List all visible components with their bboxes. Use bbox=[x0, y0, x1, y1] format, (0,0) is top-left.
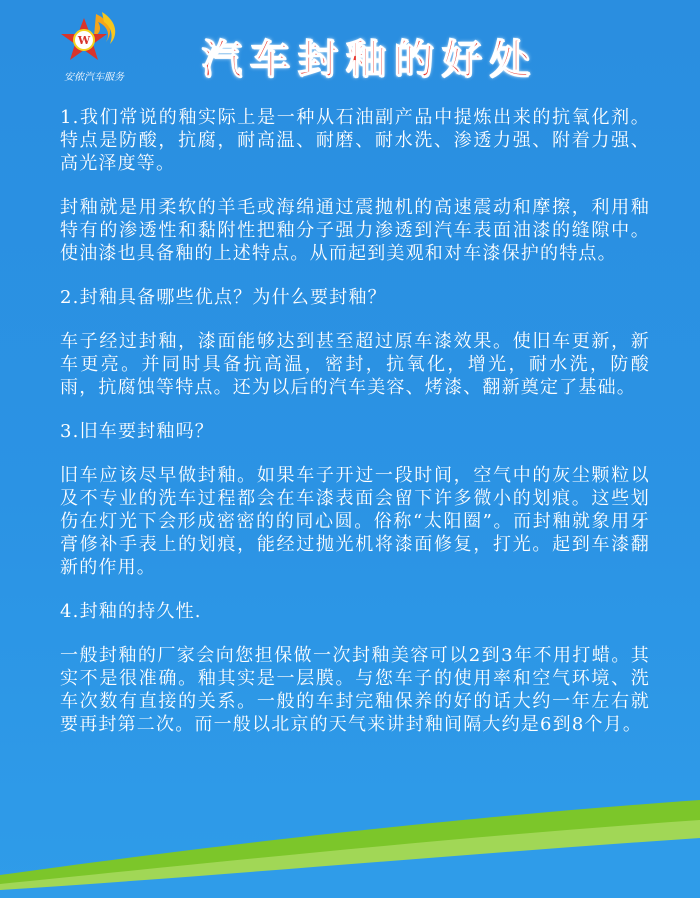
paragraph-durability: 一般封釉的厂家会向您担保做一次封釉美容可以2到3年不用打蜡。其实不是很准确。釉其实是一层膜。与您车子的使用率和空气环境、洗车次数有直接的关系。一般的车封完釉保养的好的话大约一年左右就要再封第二次。而一般以北京的天气来讲封釉间隔大约是6到8个月。 bbox=[60, 645, 650, 735]
article-body bbox=[60, 106, 650, 757]
section-heading-durability: 4.封釉的持久性. bbox=[60, 601, 202, 622]
paragraph-process: 封釉就是用柔软的羊毛或海绵通过震抛机的高速震动和摩擦，利用釉特有的渗透性和黏附性把釉分子强力渗透到汽车表面油漆的缝隙中。使油漆也具备釉的上述特点。从而起到美观和对车漆保护的特点。 bbox=[60, 197, 650, 264]
page-title: 汽车封釉的好处 bbox=[202, 36, 538, 83]
bottom-wave-decoration bbox=[0, 780, 700, 898]
paragraph-old-car: 旧车应该尽早做封釉。如果车子开过一段时间，空气中的灰尘颗粒以及不专业的洗车过程都会在车漆表面会留下许多微小的划痕。这些划伤在灯光下会形成密密的的同心圆。俗称“太阳圈”。而封釉就象用牙膏修补手表上的划痕，能经过抛光机将漆面修复，打光。起到车漆翻新的作用。 bbox=[60, 465, 650, 578]
paragraph-intro: 1.我们常说的釉实际上是一种从石油副产品中提炼出来的抗氧化剂。特点是防酸，抗腐，耐高温、耐磨、耐水洗、渗透力强、附着力强、高光泽度等。 bbox=[60, 107, 650, 174]
section-heading-advantages: 2.封釉具备哪些优点？为什么要封釉？ bbox=[60, 287, 387, 308]
star-flame-logo-icon bbox=[54, 10, 134, 70]
svg-text:W: W bbox=[77, 34, 91, 47]
logo-caption: 安侬汽车服务 bbox=[64, 72, 124, 83]
brand-logo bbox=[54, 10, 134, 82]
section-heading-old-car: 3.旧车要封釉吗？ bbox=[60, 421, 214, 442]
paragraph-advantages: 车子经过封釉，漆面能够达到甚至超过原车漆效果。使旧车更新，新车更亮。并同时具备抗高温，密封，抗氧化，增光，耐水洗，防酸雨，抗腐蚀等特点。还为以后的汽车美容、烤漆、翻新奠定了基础。 bbox=[60, 331, 650, 398]
